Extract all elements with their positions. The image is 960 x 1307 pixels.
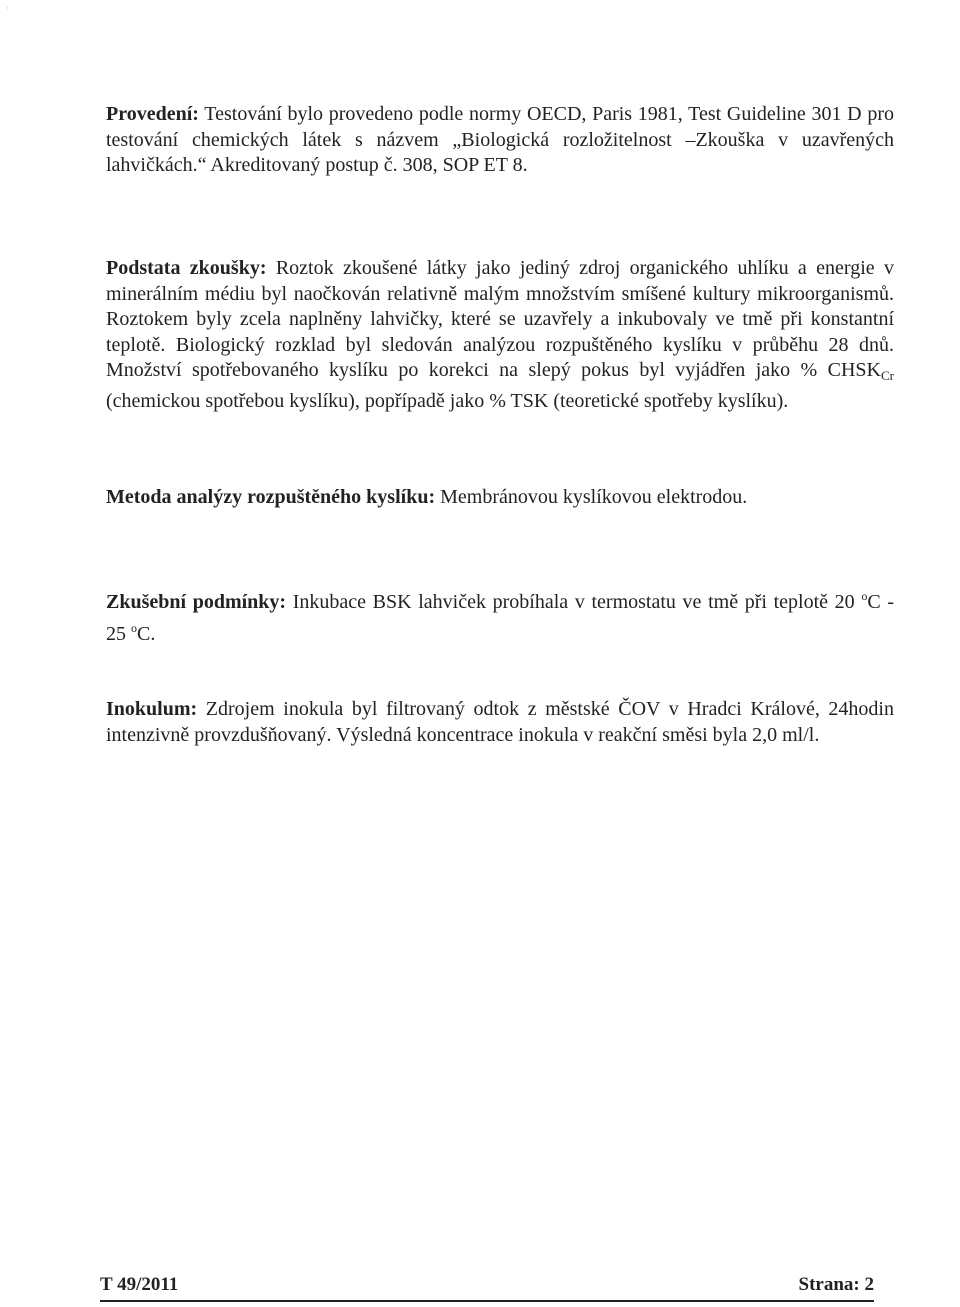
- section-text: Roztok zkoušené látky jako jediný zdroj organického uhlíku a energie v minerálním médiu byl naočkován relativně malým množstvím smíšené kultury mikroorganismů. Roztokem byly zcela naplněny lahvičky, které se uzavřely a inkubovaly ve tmě při konstantní teplotě. Biologický rozklad byl sledován analýzou rozpuštěného kyslíku v průběhu 28 dnů. Množství spotřebovaného kyslíku po korekci na slepý pokus byl vyjádřen jako % CHSK: [106, 257, 894, 381]
- section-heading: Metoda analýzy rozpuštěného kyslíku:: [106, 486, 436, 508]
- section-heading: Podstata zkoušky:: [106, 257, 267, 279]
- section-text: Zdrojem inokula byl filtrovaný odtok z městské ČOV v Hradci Králové, 24hodin intenzivně provzdušňovaný. Výsledná koncentrace inokula v reakční směsi byla 2,0 ml/l.: [106, 698, 894, 746]
- section-text: Membránovou kyslíkovou elektrodou.: [435, 486, 748, 508]
- chsk-subscript: Cr: [881, 368, 894, 383]
- section-inokulum: [106, 697, 894, 748]
- section-metoda: [106, 485, 894, 511]
- section-text-end: C.: [137, 622, 156, 645]
- section-text-continued: (chemickou spotřebou kyslíku), popřípadě jako % TSK (teoretické spotřeby kyslíku).: [106, 389, 789, 412]
- page-footer: [100, 1274, 874, 1302]
- section-heading: Inokulum:: [106, 698, 198, 720]
- section-heading: Provedení:: [106, 103, 199, 125]
- document-number: T 49/2011: [100, 1274, 179, 1295]
- section-zkusebni-podminky: [106, 584, 894, 647]
- section-text: Inkubace BSK lahviček probíhala v termostatu ve tmě při teplotě 20: [286, 591, 862, 613]
- section-heading: Zkušební podmínky:: [106, 591, 287, 613]
- scan-speck: ·: [6, 4, 9, 14]
- section-provedeni: [106, 102, 894, 179]
- section-podstata: [106, 256, 894, 414]
- section-text: Testování bylo provedeno podle normy OECD, Paris 1981, Test Guideline 301 D pro testování chemických látek s názvem „Biologická rozložitelnost –Zkouška v uzavřených lahvičkách.“ Akreditovaný postup č. 308, SOP ET 8.: [106, 103, 894, 176]
- degree-superscript: o: [131, 620, 137, 635]
- page-number: Strana: 2: [798, 1274, 874, 1295]
- degree-superscript: o: [861, 589, 868, 603]
- section-text-mid: C - 25: [106, 591, 894, 645]
